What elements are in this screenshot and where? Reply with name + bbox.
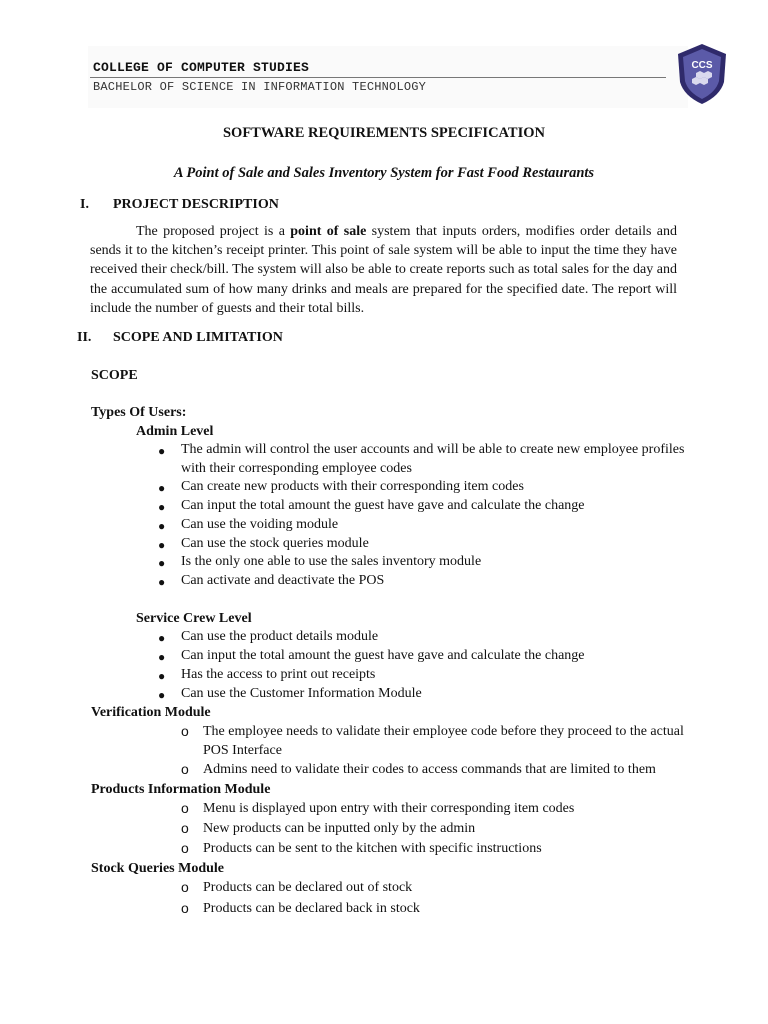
- stock-item: Products can be declared out of stock: [203, 880, 413, 895]
- circle-bullet-icon: o: [181, 820, 189, 836]
- admin-level-heading: Admin Level: [136, 424, 214, 439]
- college-name: COLLEGE OF COMPUTER STUDIES: [93, 60, 310, 75]
- types-of-users-heading: Types Of Users:: [91, 405, 187, 420]
- logo-text: CCS: [691, 60, 713, 71]
- verification-module-heading: Verification Module: [91, 705, 211, 720]
- scope-heading: SCOPE: [91, 368, 138, 383]
- bullet-icon: ●: [158, 556, 166, 570]
- bullet-icon: ●: [158, 444, 166, 458]
- project-description-paragraph: [90, 222, 677, 318]
- circle-bullet-icon: o: [181, 761, 189, 777]
- section-2-heading: SCOPE AND LIMITATION: [113, 330, 283, 345]
- verification-item: The employee needs to validate their employee code before they proceed to the actual: [203, 724, 684, 739]
- bullet-icon: ●: [158, 481, 166, 495]
- section-1-number: I.: [80, 197, 89, 212]
- admin-item: Can use the stock queries module: [181, 536, 369, 551]
- circle-bullet-icon: o: [181, 723, 189, 739]
- circle-bullet-icon: o: [181, 879, 189, 895]
- products-module-heading: Products Information Module: [91, 782, 271, 797]
- bullet-icon: ●: [158, 631, 166, 645]
- ccs-logo-icon: [674, 42, 730, 106]
- bullet-icon: ●: [158, 650, 166, 664]
- crew-item: Can input the total amount the guest have gave and calculate the change: [181, 648, 585, 663]
- document-subtitle: A Point of Sale and Sales Inventory System for Fast Food Restaurants: [173, 165, 595, 181]
- para-text-bold: point of sale: [290, 224, 367, 239]
- crew-item: Can use the product details module: [181, 629, 379, 644]
- stock-module-heading: Stock Queries Module: [91, 861, 224, 876]
- program-name: BACHELOR OF SCIENCE IN INFORMATION TECHNOLOGY: [93, 80, 427, 94]
- header-rule: [90, 77, 666, 78]
- verification-item: Admins need to validate their codes to access commands that are limited to them: [203, 762, 656, 777]
- para-text-after: system that inputs orders, modifies order details and sends it to the kitchen’s receipt printer. This point of sale system will be able to input the time they have received their check/bill. The system will also be able to create reports such as total sales for the day and the accumulated sum of how many drinks and meals are prepared for the specified date. The report will include the number of guests and their total bills.: [90, 224, 677, 316]
- circle-bullet-icon: o: [181, 840, 189, 856]
- admin-item: Can use the voiding module: [181, 517, 339, 532]
- crew-item: Can use the Customer Information Module: [181, 686, 422, 701]
- products-item: Menu is displayed upon entry with their corresponding item codes: [203, 801, 575, 816]
- circle-bullet-icon: o: [181, 900, 189, 916]
- circle-bullet-icon: o: [181, 800, 189, 816]
- bullet-icon: ●: [158, 575, 166, 589]
- crew-item: Has the access to print out receipts: [181, 667, 376, 682]
- verification-item-continued: POS Interface: [203, 743, 282, 758]
- para-text-before: The proposed project is a: [136, 224, 291, 239]
- admin-item: Can activate and deactivate the POS: [181, 573, 385, 588]
- admin-item-continued: with their corresponding employee codes: [181, 461, 412, 476]
- products-item: New products can be inputted only by the admin: [203, 821, 476, 836]
- bullet-icon: ●: [158, 519, 166, 533]
- stock-item: Products can be declared back in stock: [203, 901, 420, 916]
- section-1-heading: PROJECT DESCRIPTION: [113, 197, 279, 212]
- service-crew-heading: Service Crew Level: [136, 611, 252, 626]
- admin-item: The admin will control the user accounts and will be able to create new employee profiles: [181, 442, 685, 457]
- section-2-number: II.: [77, 330, 92, 345]
- admin-item: Can create new products with their corresponding item codes: [181, 479, 524, 494]
- bullet-icon: ●: [158, 688, 166, 702]
- document-title: SOFTWARE REQUIREMENTS SPECIFICATION: [222, 125, 545, 141]
- products-item: Products can be sent to the kitchen with specific instructions: [203, 841, 542, 856]
- admin-item: Is the only one able to use the sales inventory module: [181, 554, 482, 569]
- bullet-icon: ●: [158, 500, 166, 514]
- bullet-icon: ●: [158, 538, 166, 552]
- bullet-icon: ●: [158, 669, 166, 683]
- admin-item: Can input the total amount the guest have gave and calculate the change: [181, 498, 585, 513]
